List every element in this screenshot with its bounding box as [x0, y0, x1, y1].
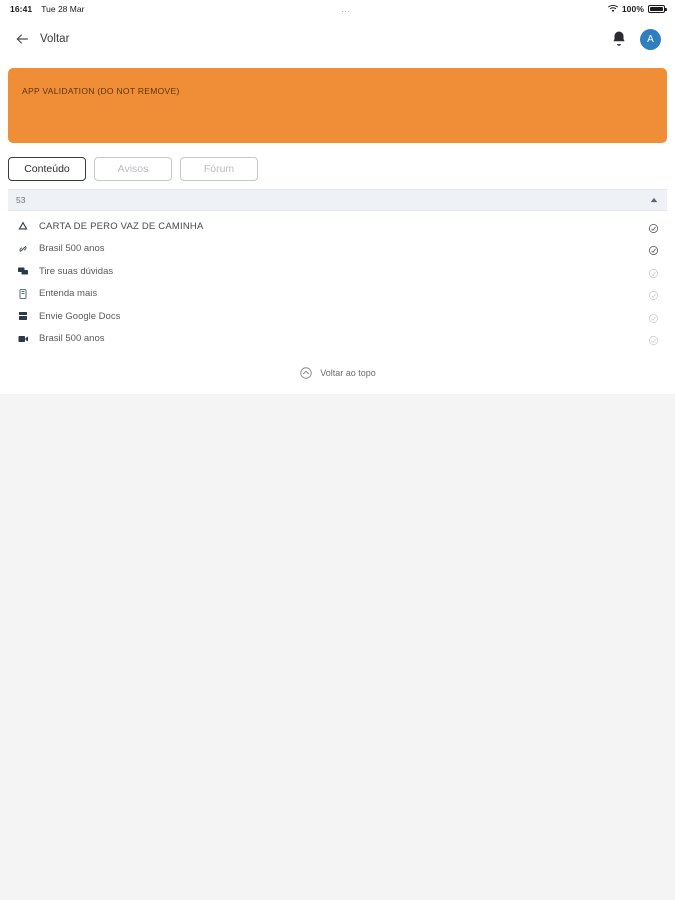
tab-conteudo[interactable] — [8, 157, 86, 181]
status-bar — [0, 0, 675, 18]
tab-avisos-label: Avisos — [117, 163, 149, 175]
list-item[interactable] — [8, 305, 667, 328]
check-circle-icon[interactable] — [648, 243, 659, 254]
section-header[interactable] — [8, 189, 667, 211]
app-validation-banner-text: APP VALIDATION (DO NOT REMOVE) — [22, 86, 180, 96]
arrow-left-icon — [14, 31, 30, 47]
arrow-up-circle-icon — [299, 366, 313, 380]
back-button-label: Voltar — [40, 33, 70, 45]
battery-full-icon — [648, 5, 665, 13]
list-item[interactable] — [8, 238, 667, 261]
list-item-label: Brasil 500 anos — [39, 243, 105, 255]
check-circle-icon[interactable] — [648, 311, 659, 322]
assignment-icon — [16, 309, 30, 323]
course-page — [0, 60, 675, 394]
check-circle-icon[interactable] — [648, 221, 659, 232]
tab-conteudo-label: Conteúdo — [24, 163, 70, 175]
list-item-label: Entenda mais — [39, 288, 98, 300]
back-button[interactable] — [14, 31, 69, 47]
tab-avisos[interactable] — [94, 157, 172, 181]
wifi-icon — [608, 5, 618, 13]
tab-forum[interactable] — [180, 157, 258, 181]
check-circle-icon[interactable] — [648, 266, 659, 277]
list-item-label: CARTA DE PERO VAZ DE CAMINHA — [39, 220, 204, 232]
status-time: 16:41 — [10, 4, 33, 14]
status-bar-right — [608, 4, 665, 14]
avatar[interactable] — [640, 29, 661, 50]
check-circle-icon[interactable] — [648, 288, 659, 299]
page-background — [0, 394, 675, 900]
avatar-initial: A — [647, 33, 654, 45]
status-bar-left — [10, 4, 84, 14]
file-pdf-icon — [16, 219, 30, 233]
bell-icon[interactable] — [610, 30, 628, 48]
list-item[interactable] — [8, 215, 667, 238]
forum-icon — [16, 264, 30, 278]
list-item[interactable] — [8, 260, 667, 283]
book-icon — [16, 287, 30, 301]
list-item-label: Envie Google Docs — [39, 310, 121, 322]
content-list — [8, 211, 667, 350]
app-bar — [0, 18, 675, 60]
app-validation-banner — [8, 68, 667, 143]
tab-bar — [8, 157, 667, 181]
caret-up-icon[interactable] — [649, 195, 659, 205]
status-center-text: ... — [341, 4, 351, 14]
list-item[interactable] — [8, 328, 667, 351]
back-to-top-label: Voltar ao topo — [320, 368, 376, 378]
status-date: Tue 28 Mar — [41, 4, 85, 14]
list-item-label: Tire suas dúvidas — [39, 265, 114, 277]
battery-percent-label: 100% — [621, 4, 644, 14]
tab-forum-label: Fórum — [203, 163, 235, 175]
section-title: 53 — [16, 195, 26, 205]
video-icon — [16, 332, 30, 346]
check-circle-icon[interactable] — [648, 333, 659, 344]
list-item-label: Brasil 500 anos — [39, 333, 105, 345]
back-to-top-button[interactable] — [8, 366, 667, 380]
list-item[interactable] — [8, 283, 667, 306]
link-icon — [16, 242, 30, 256]
